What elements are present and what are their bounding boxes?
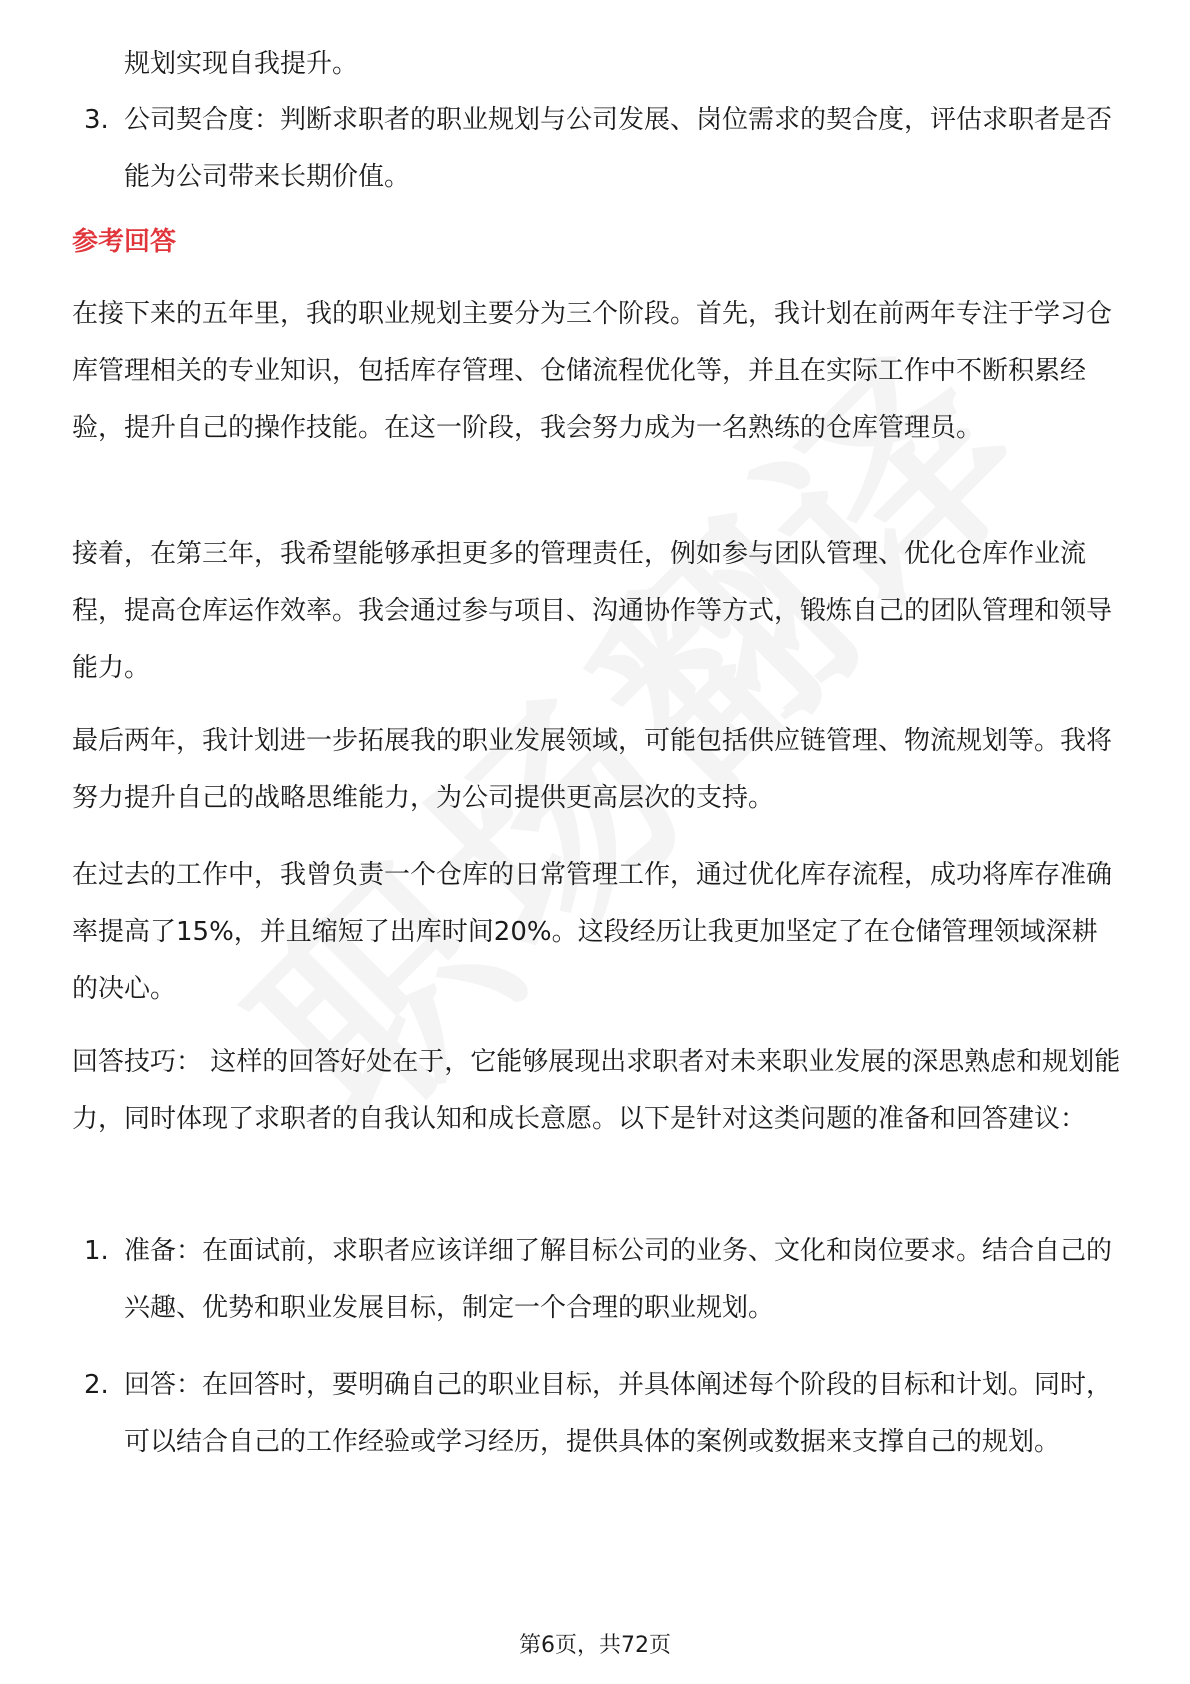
list-item (72, 92, 1122, 206)
section-heading: 参考回答 (72, 227, 177, 257)
page-number: 第6页，共72页 (519, 1633, 671, 1658)
paragraph: 最后两年，我计划进一步拓展我的职业发展领域，可能包括供应链管理、物流规划等。我将努力提升自己的战略思维能力，为公司提供更高层次的支持。 (72, 726, 1113, 813)
list-number: 1. (84, 1236, 109, 1266)
continuation-text: 规划实现自我提升。 (124, 49, 359, 79)
paragraph: 回答技巧： 这样的回答好处在于，它能够展现出求职者对未来职业发展的深思熟虑和规划能力，同时体现了求职者的自我认知和成长意愿。以下是针对这类问题的准备和回答建议： (72, 1047, 1121, 1134)
list-item (72, 1223, 1122, 1337)
list-number: 2. (84, 1370, 109, 1400)
list-text: 回答：在回答时，要明确自己的职业目标，并具体阐述每个阶段的目标和计划。同时，可以结合自己的工作经验或学习经历，提供具体的案例或数据来支撑自己的规划。 (124, 1370, 1113, 1457)
paragraph: 在过去的工作中，我曾负责一个仓库的日常管理工作，通过优化库存流程，成功将库存准确率提高了15%，并且缩短了出库时间20%。这段经历让我更加坚定了在仓储管理领域深耕的决心。 (72, 860, 1113, 1004)
list-number: 3. (84, 105, 109, 135)
list-text: 准备：在面试前，求职者应该详细了解目标公司的业务、文化和岗位要求。结合自己的兴趣、优势和职业发展目标，制定一个合理的职业规划。 (124, 1236, 1113, 1323)
paragraph: 在接下来的五年里，我的职业规划主要分为三个阶段。首先，我计划在前两年专注于学习仓库管理相关的专业知识，包括库存管理、仓储流程优化等，并且在实际工作中不断积累经验，提升自己的操作技能。在这一阶段，我会努力成为一名熟练的仓库管理员。 (72, 299, 1113, 443)
list-text: 公司契合度：判断求职者的职业规划与公司发展、岗位需求的契合度，评估求职者是否能为公司带来长期价值。 (124, 105, 1113, 192)
list-item (72, 1357, 1122, 1471)
paragraph: 接着，在第三年，我希望能够承担更多的管理责任，例如参与团队管理、优化仓库作业流程，提高仓库运作效率。我会通过参与项目、沟通协作等方式，锻炼自己的团队管理和领导能力。 (72, 539, 1113, 683)
